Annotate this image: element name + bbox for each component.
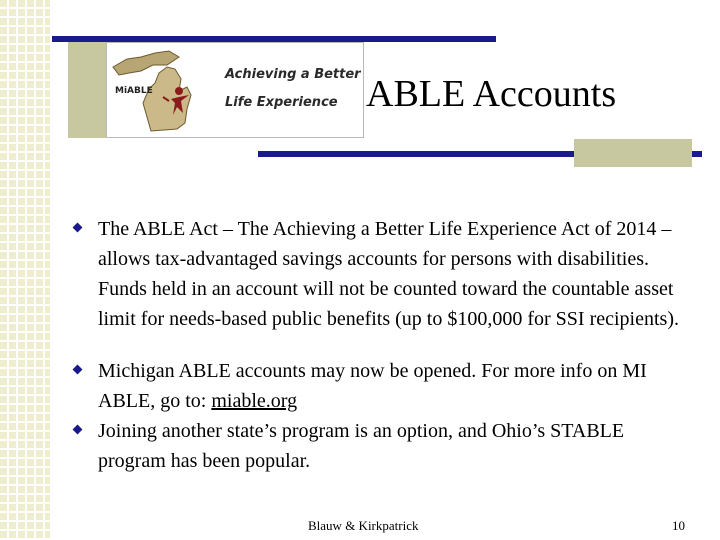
diamond-bullet-icon <box>73 365 83 375</box>
bullet-item-michigan-able <box>70 356 690 416</box>
bullet-item-able-act <box>70 214 690 334</box>
decorative-block-bottom-right <box>574 139 692 167</box>
logo-tagline-line2: Life Experience <box>225 95 338 110</box>
miable-logo <box>106 42 364 138</box>
footer-text: Blauw & Kirkpatrick <box>308 518 419 533</box>
bullet-text: The ABLE Act – The Achieving a Better Life Experience Act of 2014 – allows tax-advantaged savings accounts for persons with disabilities. Funds held in an account will not be counted toward the countable asset limit for needs-based public benefits (up to $100,000 for SSI recipients). <box>98 218 679 330</box>
slide-title: ABLE Accounts <box>366 73 617 115</box>
page-number: 10 <box>672 518 685 533</box>
miable-link[interactable]: miable.org <box>211 390 298 412</box>
bullet-text: Michigan ABLE accounts may now be opened. For more info on MI ABLE, go to: <box>98 360 647 412</box>
logo-tagline-line1: Achieving a Better <box>225 67 361 82</box>
decorative-checker-strip <box>0 0 50 540</box>
diamond-bullet-icon <box>73 425 83 435</box>
bullet-text: Joining another state’s program is an option, and Ohio’s STABLE program has been popular. <box>98 420 625 472</box>
decorative-block-top-left <box>68 38 106 138</box>
bullet-item-other-state <box>70 416 690 476</box>
bullet-list <box>70 214 690 476</box>
logo-name-text: MiABLE <box>115 86 153 96</box>
diamond-bullet-icon <box>73 223 83 233</box>
